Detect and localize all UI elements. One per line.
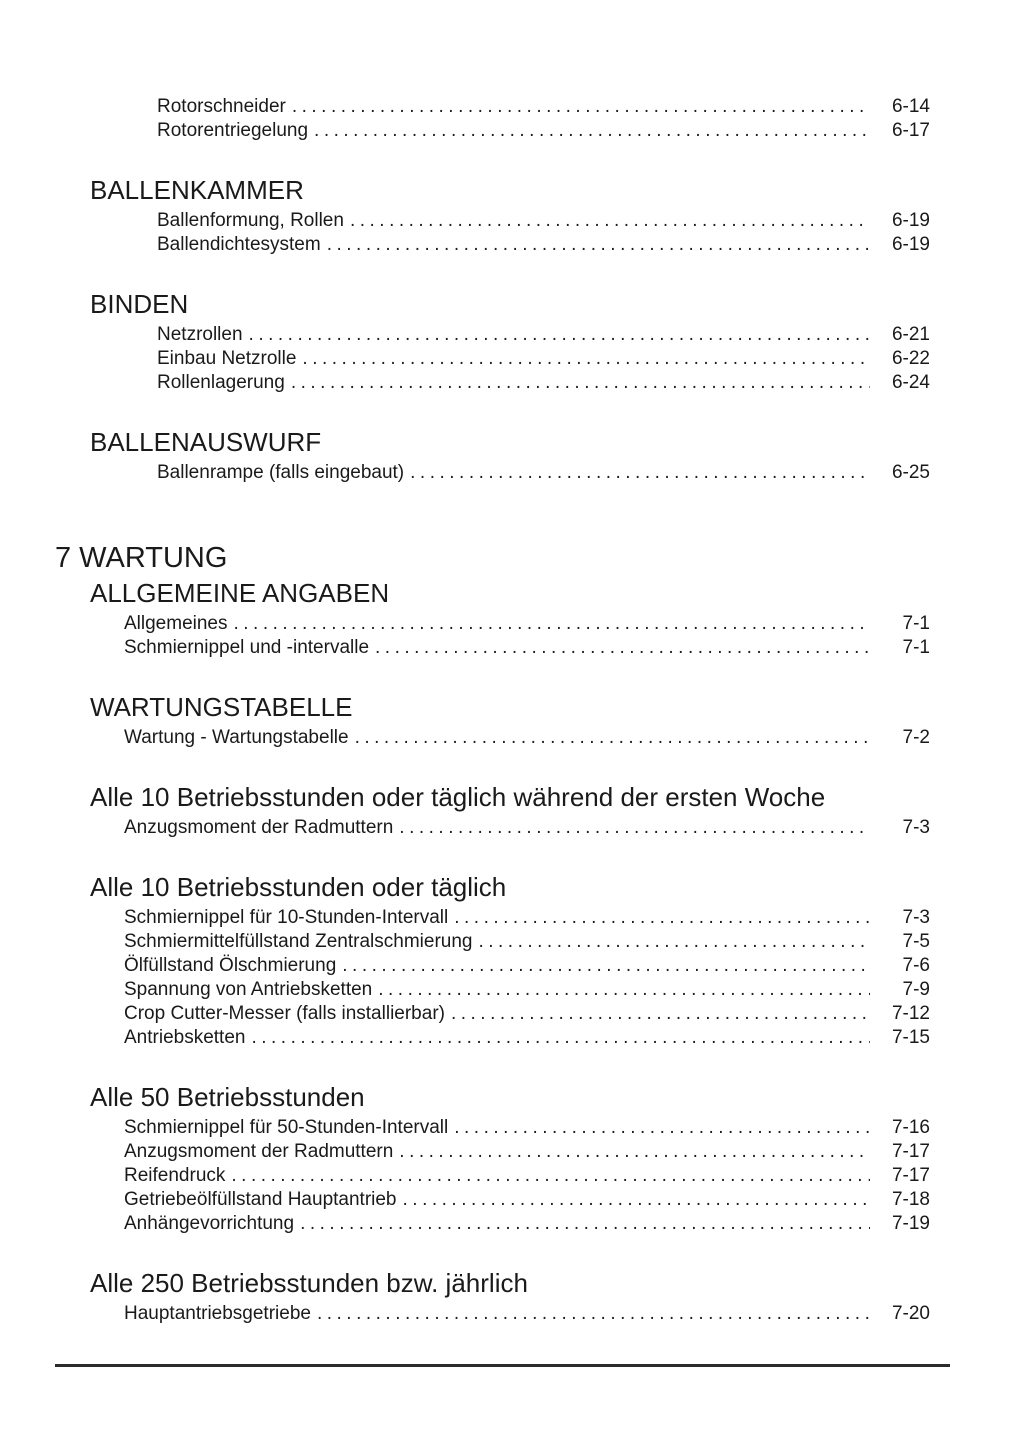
dot-leader [375, 636, 870, 660]
toc-entry [55, 1140, 930, 1164]
toc-entry-label: Ölfüllstand Ölschmierung [124, 955, 337, 976]
toc-entry-page-number: 7-20 [891, 1303, 930, 1324]
dot-leader [302, 347, 870, 371]
toc-entry-page-number: 7-3 [902, 907, 930, 928]
toc-entry [55, 612, 930, 636]
dot-leader [314, 119, 870, 143]
toc-entry [55, 209, 930, 233]
dot-leader [342, 954, 870, 978]
section-heading: ALLGEMEINE ANGABEN [90, 578, 390, 608]
toc-entry-page-number: 6-19 [891, 234, 930, 255]
toc-entry-label: Reifendruck [124, 1165, 226, 1186]
toc-item-list [55, 612, 950, 660]
toc-entry-label: Wartung - Wartungstabelle [124, 727, 349, 748]
toc-item-list [55, 1116, 950, 1236]
toc-entry-page-number: 6-21 [891, 324, 930, 345]
footer-rule [55, 1364, 950, 1367]
dot-leader [454, 1116, 870, 1140]
section-heading: Alle 10 Betriebsstunden oder täglich während der ersten Woche [90, 782, 826, 812]
section-heading: Alle 250 Betriebsstunden bzw. jährlich [90, 1268, 528, 1298]
section-heading: Alle 10 Betriebsstunden oder täglich [90, 872, 507, 902]
toc-entry-label: Anzugsmoment der Radmuttern [124, 817, 394, 838]
toc-entry-page-number: 7-5 [902, 931, 930, 952]
toc-entry-page-number: 6-17 [891, 120, 930, 141]
dot-leader [399, 816, 870, 840]
toc-item-list [55, 461, 950, 485]
toc-entry-label: Hauptantriebsgetriebe [124, 1303, 311, 1324]
toc-entry [55, 906, 930, 930]
toc-item-list [55, 726, 950, 750]
toc-entry-label: Spannung von Antriebsketten [124, 979, 373, 1000]
toc-entry [55, 1116, 930, 1140]
toc-entry [55, 1188, 930, 1212]
toc-entry-label: Allgemeines [124, 613, 228, 634]
toc-entry-page-number: 7-9 [902, 979, 930, 1000]
toc-entry-page-number: 6-25 [891, 462, 930, 483]
toc-entry [55, 119, 930, 143]
toc-entry-page-number: 7-16 [891, 1117, 930, 1138]
dot-leader [327, 233, 870, 257]
toc-entry-label: Crop Cutter-Messer (falls installierbar) [124, 1003, 445, 1024]
toc-entry-label: Schmiermittelfüllstand Zentralschmierung [124, 931, 473, 952]
toc-entry-label: Rollenlagerung [157, 372, 285, 393]
toc-entry-label: Schmiernippel für 10-Stunden-Intervall [124, 907, 449, 928]
toc-entry [55, 233, 930, 257]
toc-entry-page-number: 7-12 [891, 1003, 930, 1024]
toc-entry-label: Getriebeölfüllstand Hauptantrieb [124, 1189, 397, 1210]
section-heading: Alle 50 Betriebsstunden [90, 1082, 365, 1112]
dot-leader [249, 323, 870, 347]
toc-entry-label: Anzugsmoment der Radmuttern [124, 1141, 394, 1162]
toc-entry-page-number: 6-22 [891, 348, 930, 369]
section-heading: WARTUNGSTABELLE [90, 692, 353, 722]
toc-entry-page-number: 6-19 [891, 210, 930, 231]
dot-leader [355, 726, 870, 750]
dot-leader [350, 209, 870, 233]
toc-entry [55, 636, 930, 660]
toc-item-list [55, 323, 950, 395]
toc-entry-page-number: 7-1 [902, 637, 930, 658]
toc-entry [55, 95, 930, 119]
toc-entry [55, 1026, 930, 1050]
toc-entry [55, 954, 930, 978]
toc-entry-label: Antriebsketten [124, 1027, 246, 1048]
toc-entry-label: Rotorschneider [157, 96, 286, 117]
section-heading: BINDEN [90, 289, 189, 319]
toc-entry-page-number: 7-2 [902, 727, 930, 748]
toc-item-list [55, 816, 950, 840]
toc-entry [55, 1212, 930, 1236]
dot-leader [399, 1140, 870, 1164]
toc-item-list [55, 95, 950, 143]
toc-entry [55, 1002, 930, 1026]
dot-leader [451, 1002, 870, 1026]
dot-leader [234, 612, 871, 636]
toc-entry-label: Schmiernippel und -intervalle [124, 637, 370, 658]
dot-leader [378, 978, 870, 1002]
dot-leader [291, 371, 870, 395]
toc-entry-label: Anhängevorrichtung [124, 1213, 295, 1234]
dot-leader [317, 1302, 870, 1326]
toc-entry-label: Schmiernippel für 50-Stunden-Intervall [124, 1117, 449, 1138]
dot-leader [231, 1164, 870, 1188]
toc-entry [55, 978, 930, 1002]
dot-leader [300, 1212, 870, 1236]
toc-entry [55, 726, 930, 750]
toc-entry-page-number: 7-17 [891, 1165, 930, 1186]
dot-leader [251, 1026, 870, 1050]
toc-entry [55, 1302, 930, 1326]
toc-entry [55, 371, 930, 395]
toc-item-list [55, 1302, 950, 1326]
toc-entry-label: Ballenformung, Rollen [157, 210, 344, 231]
toc-entry [55, 1164, 930, 1188]
dot-leader [292, 95, 870, 119]
toc-entry-page-number: 6-24 [891, 372, 930, 393]
section-heading: BALLENKAMMER [90, 175, 304, 205]
toc-entry [55, 323, 930, 347]
toc-entry-label: Ballendichtesystem [157, 234, 321, 255]
toc-entry-label: Rotorentriegelung [157, 120, 309, 141]
toc-entry-page-number: 6-14 [891, 96, 930, 117]
toc-entry [55, 347, 930, 371]
toc-entry [55, 461, 930, 485]
dot-leader [454, 906, 870, 930]
toc-entry-page-number: 7-1 [902, 613, 930, 634]
dot-leader [478, 930, 870, 954]
toc-entry [55, 930, 930, 954]
toc-entry-page-number: 7-15 [891, 1027, 930, 1048]
toc-entry-page-number: 7-6 [902, 955, 930, 976]
dot-leader [410, 461, 870, 485]
toc-entry-page-number: 7-19 [891, 1213, 930, 1234]
section-heading: BALLENAUSWURF [90, 427, 322, 457]
toc-entry-page-number: 7-3 [902, 817, 930, 838]
toc-entry-page-number: 7-18 [891, 1189, 930, 1210]
toc-entry-label: Ballenrampe (falls eingebaut) [157, 462, 405, 483]
toc-entry-label: Einbau Netzrolle [157, 348, 297, 369]
toc-entry-page-number: 7-17 [891, 1141, 930, 1162]
chapter-heading: 7 WARTUNG [55, 542, 228, 574]
toc-item-list [55, 209, 950, 257]
dot-leader [403, 1188, 870, 1212]
toc-item-list [55, 906, 950, 1050]
toc-entry [55, 816, 930, 840]
toc-blocks [55, 95, 950, 1326]
toc-entry-label: Netzrollen [157, 324, 243, 345]
